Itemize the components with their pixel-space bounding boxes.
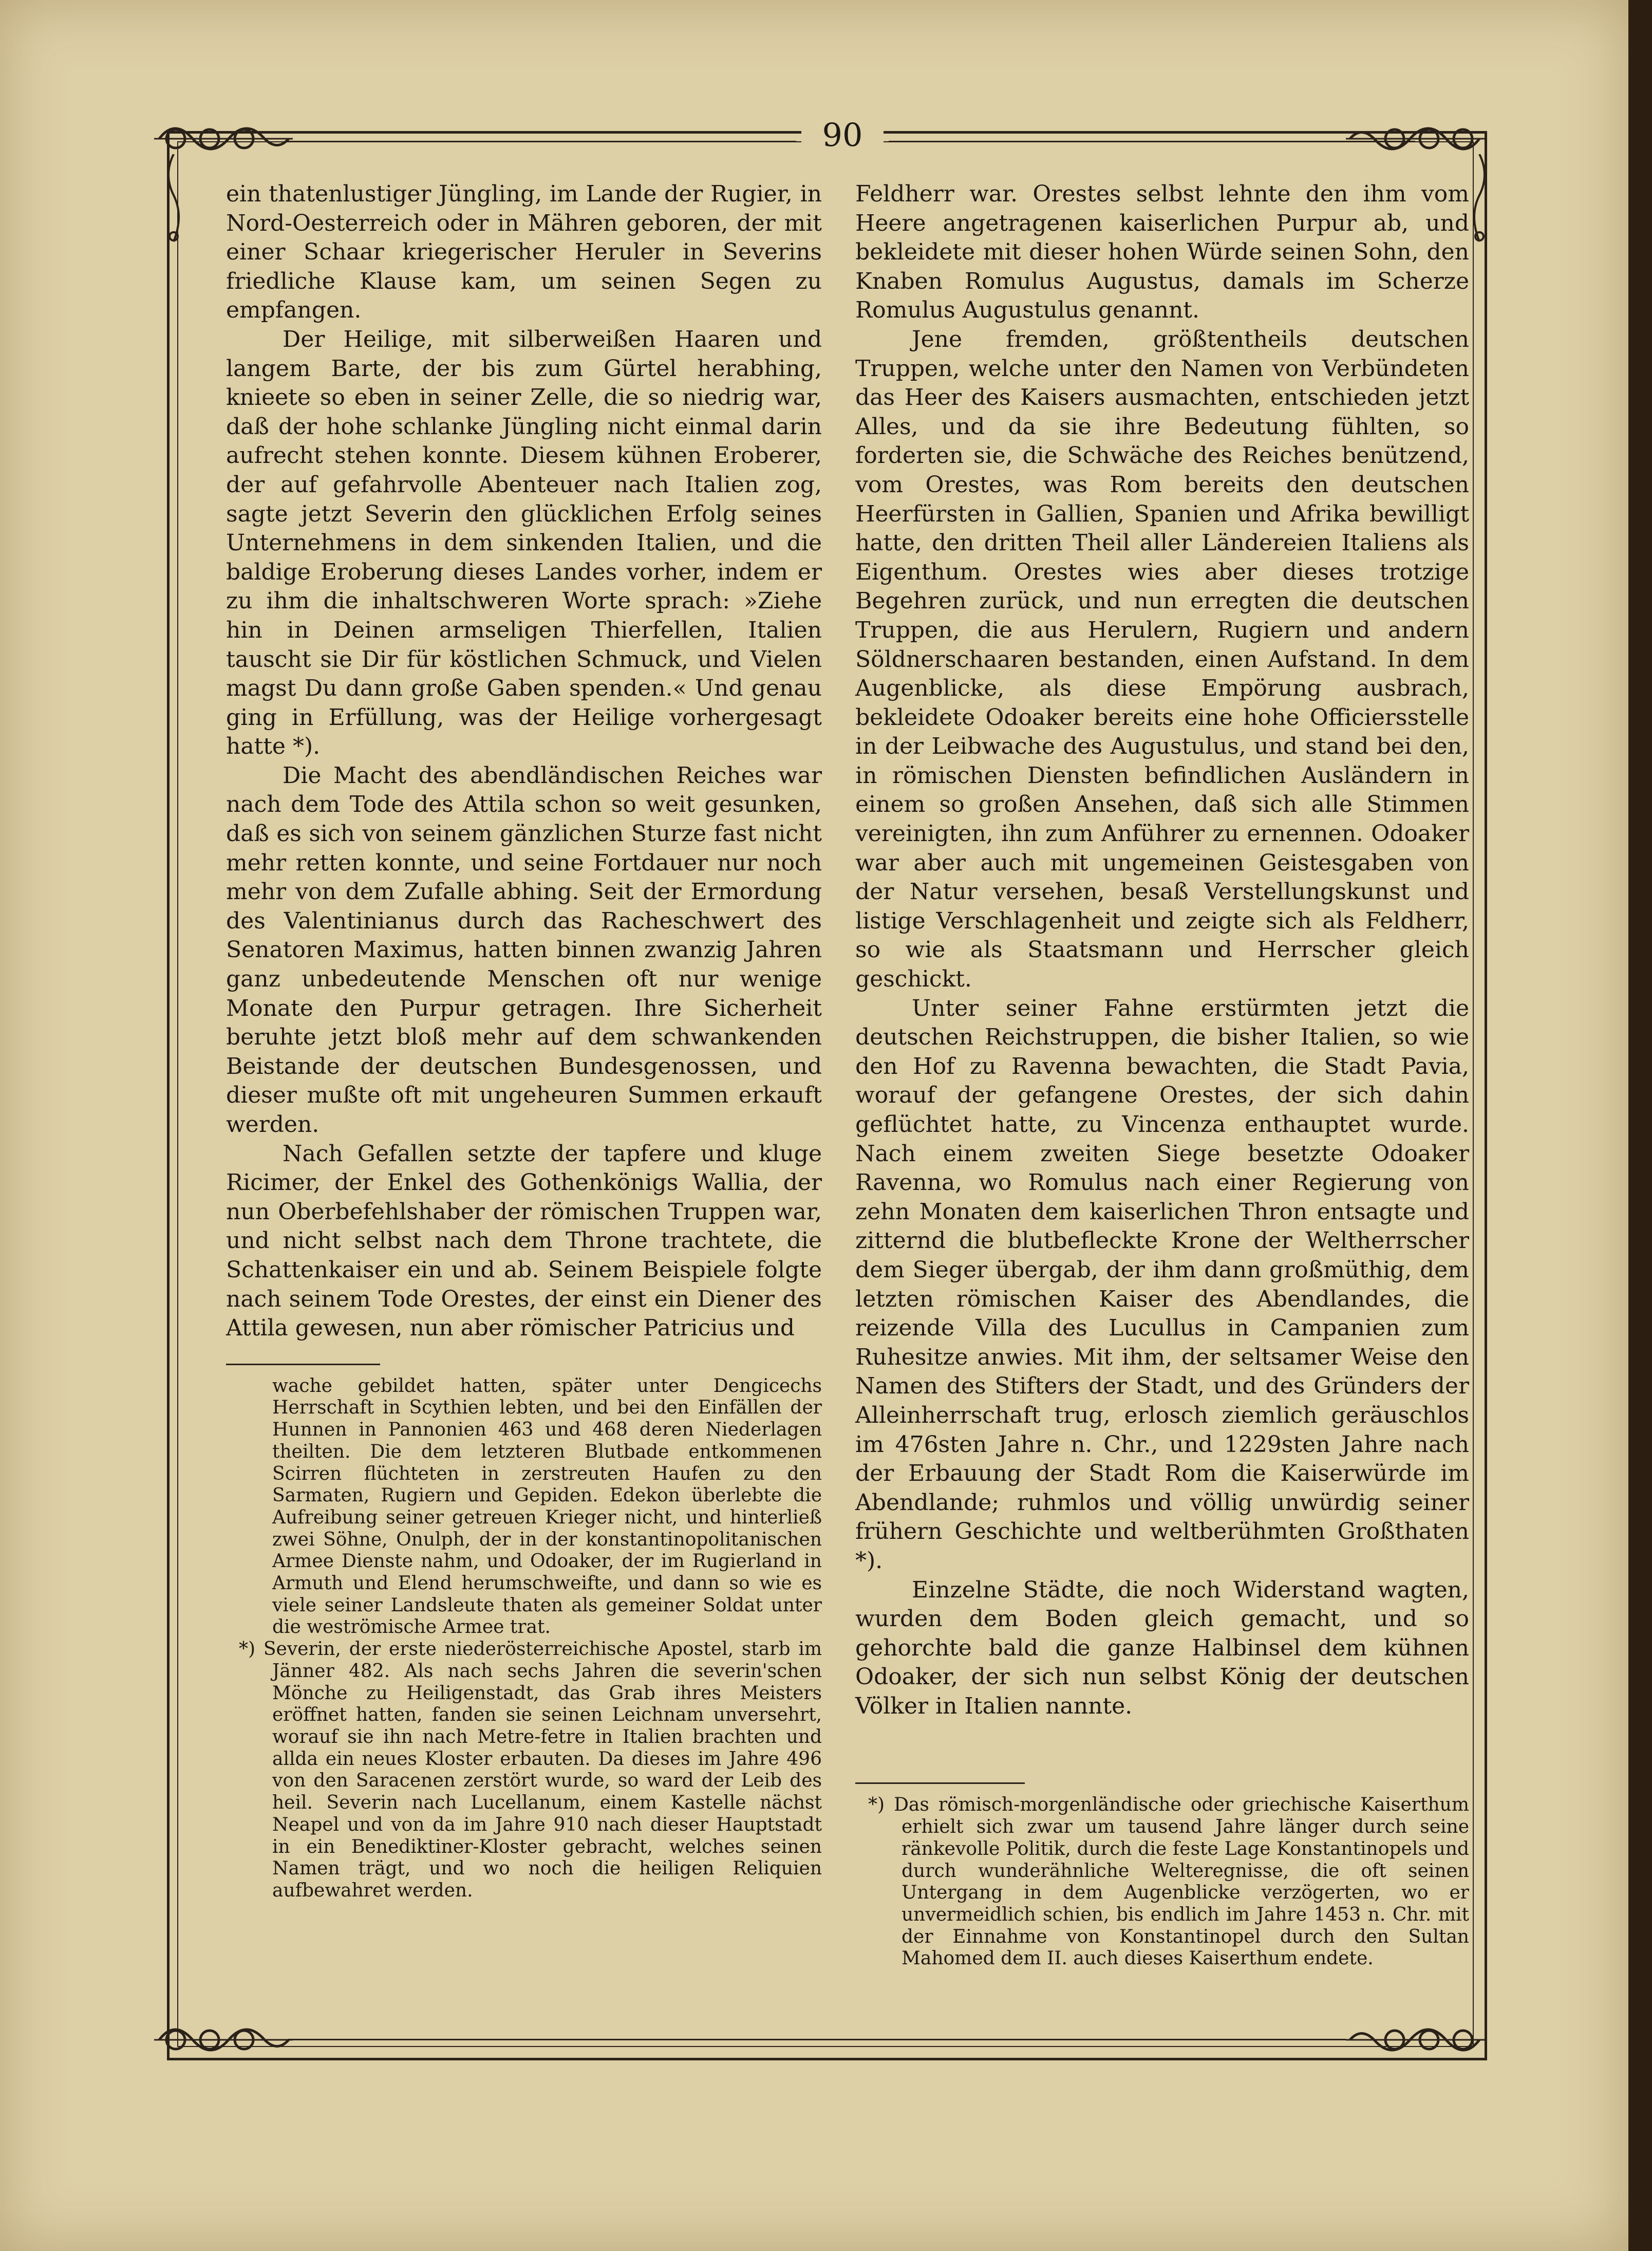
right-column — [855, 180, 1469, 1970]
paragraph: Unter seiner Fahne erstürmten jetzt die deutschen Reichstruppen, die bisher Italien, so wie den Hof zu Ravenna bewachten, die Stadt Pavia, worauf der gefangene Orestes, der sich dahin geflüchtet hatte, zu Vincenza enthauptet wurde. Nach einem zweiten Siege besetzte Odoaker Ravenna, wo Romulus nach einer Regierung von zehn Monaten dem kaiserlichen Thron entsagte und zitternd die blutbefleckte Krone der Weltherrscher dem Sieger übergab, der ihm dann großmüthig, dem letzten römischen Kaiser des Abendlandes, die reizende Villa des Lucullus in Campanien zum Ruhesitze anwies. Mit ihm, der seltsamer Weise den Namen des Stifters der Stadt, und des Gründers der Alleinherrschaft trug, erlosch ziemlich geräuschlos im 476sten Jahre n. Chr., und 1229sten Jahre nach der Erbauung der Stadt Rom die Kaiserwürde im Abendlande; ruhmlos und völlig unwürdig seiner frühern Geschichte und weltberühmten Großthaten *). — [855, 995, 1469, 1574]
footnote: *) Das römisch-morgenländische oder griechische Kaiserthum erhielt sich zwar um tausend Jahre länger durch seine ränkevolle Politik, durch die feste Lage Konstantinopels und durch wunderähnliche Welteregnisse, die oft seinen Untergang in dem Augenblicke verzögerten, wo er unvermeidlich schien, bis endlich im Jahre 1453 n. Chr. mit der Einnahme von Konstantinopel durch den Sultan Mahomed dem II. auch dieses Kaiserthum endete. — [868, 1794, 1469, 1969]
footnote: wache gebildet hatten, später unter Dengicechs Herrschaft in Scythien lebten, und bei den Einfällen der Hunnen in Pannonien 463 und 468 deren Niederlagen theilten. Die dem letzteren Blutbade entkommenen Scirren flüchteten in zerstreuten Haufen zu den Sarmaten, Rugiern und Gepiden. Edekon überlebte die Aufreibung seiner getreuen Krieger nicht, und hinterließ zwei Söhne, Onulph, der in der konstantinopolitanischen Armee Dienste nahm, und Odoaker, der im Rugierland in Armuth und Elend herumschweifte, und dann so wie es viele seiner Landsleute thaten als gemeiner Soldat unter die weströmische Armee trat. — [272, 1375, 822, 1638]
footnote-divider — [855, 1782, 1025, 1784]
paragraph: Jene fremden, größtentheils deutschen Truppen, welche unter den Namen von Verbündeten das Heer des Kaisers ausmachten, entschieden jetzt Alles, und da sie ihre Bedeutung fühlten, so forderten sie, die Schwäche des Reiches benützend, vom Orestes, was Rom bereits den deutschen Heerfürsten in Gallien, Spanien und Afrika bewilligt hatte, den dritten Theil aller Ländereien Italiens als Eigenthum. Orestes wies aber dieses trotzige Begehren zurück, und nun erregten die deutschen Truppen, die aus Herulern, Rugiern und andern Söldnerschaaren bestanden, einen Aufstand. In dem Augenblicke, als diese Empörung ausbrach, bekleidete Odoaker bereits eine hohe Officiersstelle in der Leibwache des Augustulus, und stand bei den, in römischen Diensten befindlichen Ausländern in einem so großen Ansehen, daß sich alle Stimmen vereinigten, ihn zum Anführer zu ernennen. Odoaker war aber auch mit ungemeinen Geistesgaben von der Natur versehen, besaß Verstellungskunst und listige Verschlagenheit und zeigte sich als Feldherr, so wie als Staatsmann und Herrscher gleich geschickt. — [855, 326, 1469, 993]
header-rule-right-thin — [889, 141, 1415, 142]
scroll-ornament-icon — [1346, 2017, 1485, 2063]
side-ornament-icon — [163, 154, 184, 247]
paragraph: Die Macht des abendländischen Reiches war nach dem Tode des Attila schon so weit gesunken, daß es sich von seinem gänzlichen Sturze fast nicht mehr retten konnte, und seine Fortdauer nur noch mehr von dem Zufalle abhing. Seit der Ermordung des Valentinianus durch das Racheschwert des Senatoren Maximus, hatten binnen zwanzig Jahren ganz unbedeutende Menschen oft nur wenige Monate den Purpur getragen. Ihre Sicherheit beruhte jetzt bloß mehr auf dem schwankenden Beistande der deutschen Bundesgenossen, und dieser mußte oft mit ungeheuren Summen erkauft werden. — [226, 762, 822, 1138]
left-column — [226, 180, 822, 1902]
paragraph: ein thatenlustiger Jüngling, im Lande der Rugier, in Nord-Oesterreich oder in Mähren geboren, der mit einer Schaar kriegerischer Heruler in Severins friedliche Klause kam, um seinen Segen zu empfangen. — [226, 181, 822, 324]
scroll-ornament-icon — [1346, 116, 1485, 162]
header-rule-right — [889, 132, 1415, 133]
header-rule-left — [288, 132, 796, 133]
paragraph: Einzelne Städte, die noch Widerstand wagten, wurden dem Boden gleich gemacht, und so gehorchte bald die ganze Halbinsel dem kühnen Odoaker, der sich nun selbst König der deutschen Völker in Italien nannte. — [855, 1576, 1469, 1719]
page-number: 90 — [801, 116, 884, 154]
paragraph: Nach Gefallen setzte der tapfere und kluge Ricimer, der Enkel des Gothenkönigs Wallia, der nun Oberbefehlshaber der römischen Truppen war, und nicht selbst nach dem Throne trachtete, die Schattenkaiser ein und ab. Seinem Beispiele folgte nach seinem Tode Orestes, der einst ein Diener des Attila gewesen, nun aber römischer Patricius und — [226, 1140, 822, 1342]
footer-rule — [288, 2039, 1346, 2040]
paragraph: Der Heilige, mit silberweißen Haaren und langem Barte, der bis zum Gürtel herabhing, knieete so eben in seiner Zelle, die so niedrig war, daß der hohe schlanke Jüngling nicht einmal darin aufrecht stehen konnte. Diesem kühnen Eroberer, der auf gefahrvolle Abenteuer nach Italien zog, sagte jetzt Severin den glücklichen Erfolg seines Unternehmens in dem sinkenden Italien, und die baldige Eroberung dieses Landes vorher, indem er zu ihm die inhaltschweren Worte sprach: »Ziehe hin in Deinen armseligen Thierfellen, Italien tauscht sie Dir für köstlichen Schmuck, und Vielen magst Du dann große Gaben spenden.« Und genau ging in Erfüllung, was der Heilige vorhergesagt hatte *). — [226, 326, 822, 760]
footnote: *) Severin, der erste niederösterreichische Apostel, starb im Jänner 482. Als nach sechs Jahren die severin'schen Mönche zu Heiligenstadt, das Grab ihres Meisters eröffnet hatten, fanden sie seinen Leichnam unversehrt, worauf sie ihn nach Metre-fetre in Italien brachten und allda ein neues Kloster erbauten. Da dieses im Jahre 496 von den Saracenen zerstört wurde, so ward der Leib des heil. Severin nach Lucellanum, einem Kastelle nächst Neapel und von da im Jahre 910 nach dieser Hauptstadt in ein Benediktiner-Kloster gebracht, welches seinen Namen trägt, und wo noch die heiligen Reliquien aufbewahret werden. — [239, 1639, 822, 1901]
side-ornament-icon — [1469, 154, 1490, 247]
scroll-ornament-icon — [154, 2017, 293, 2063]
book-spine-edge — [1628, 0, 1652, 2251]
header-rule-left-thin — [288, 141, 796, 142]
footnote-divider — [226, 1364, 380, 1365]
paragraph: Feldherr war. Orestes selbst lehnte den ihm vom Heere angetragenen kaiserlichen Purpur ab, und bekleidete mit dieser hohen Würde seinen Sohn, den Knaben Romulus Augustus, damals im Scherze Romulus Augustulus genannt. — [855, 181, 1469, 324]
